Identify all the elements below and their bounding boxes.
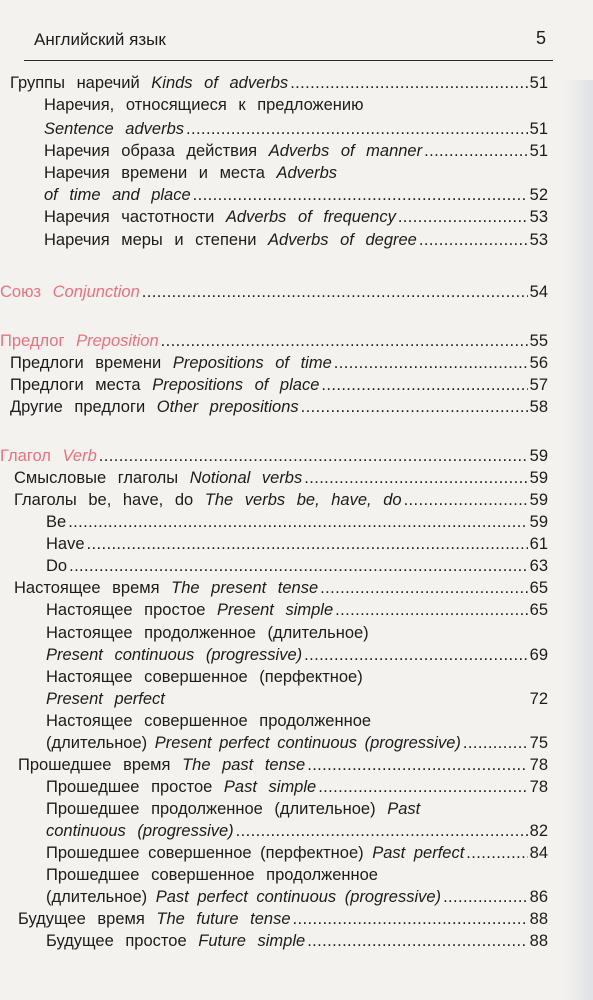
section-label: Глагол	[0, 447, 51, 465]
entry-label: Наречия времени и места	[44, 164, 265, 182]
toc-entry	[46, 732, 548, 754]
running-title: Английский язык	[34, 30, 166, 49]
entry-page: 59	[529, 513, 548, 531]
entry-page: 51	[529, 142, 548, 160]
toc-entry	[46, 776, 548, 798]
entry-english: Other prepositions	[156, 398, 299, 416]
toc-entry	[44, 118, 548, 140]
entry-english: The future tense	[156, 910, 291, 928]
leader-dots	[304, 644, 528, 666]
entry-label: Настоящее время	[14, 579, 160, 597]
entry-page: 78	[529, 756, 548, 774]
leader-dots	[69, 555, 528, 577]
toc-entry	[44, 140, 548, 162]
entry-page: 78	[529, 778, 548, 796]
entry-page: 69	[529, 646, 548, 664]
entry-page: 59	[529, 491, 548, 509]
section-label: Предлог	[0, 332, 65, 350]
section-label: Союз	[0, 283, 42, 301]
entry-english: Present simple	[217, 601, 334, 619]
entry-page: 65	[529, 601, 548, 619]
leader-dots	[318, 776, 527, 798]
entry-label: Будущее время	[18, 910, 145, 928]
entry-page: 54	[529, 283, 548, 301]
entry-label: Наречия частотности	[44, 208, 215, 226]
leader-dots	[466, 842, 527, 864]
entry-label: Прошедшее совершенное продолженное	[46, 866, 378, 884]
leader-dots	[419, 229, 528, 251]
entry-label: Прошедшее время	[18, 756, 171, 774]
leader-dots	[334, 352, 528, 374]
leader-dots	[335, 599, 527, 621]
entry-english: Past perfect	[372, 844, 465, 862]
leader-dots	[424, 140, 528, 162]
entry-label: Be	[46, 513, 67, 531]
entry-page: 59	[529, 447, 548, 465]
entry-label: (длительное)	[46, 734, 148, 752]
leader-dots	[443, 886, 528, 908]
entry-label: Предлоги места	[10, 376, 141, 394]
entry-english: Past perfect continuous (progressive)	[155, 888, 442, 906]
entry-label: Предлоги времени	[10, 354, 162, 372]
toc-section	[0, 330, 548, 352]
toc-entry	[44, 206, 548, 228]
entry-label: Наречия, относящиеся к предложению	[44, 96, 364, 114]
entry-page: 59	[529, 469, 548, 487]
toc-entry	[46, 511, 548, 533]
toc-entry	[46, 555, 548, 577]
leader-dots	[186, 118, 528, 140]
entry-label: Будущее простое	[46, 932, 187, 950]
entry-english: Present perfect continuous (progressive)	[154, 734, 461, 752]
entry-page: 84	[529, 844, 548, 862]
page-number: 5	[535, 28, 546, 48]
entry-english: The past tense	[182, 756, 306, 774]
toc-entry	[10, 72, 548, 94]
toc-section	[0, 445, 548, 467]
entry-label: Прошедшее совершенное (перфектное)	[46, 844, 364, 862]
entry-label: Наречия меры и степени	[44, 231, 257, 249]
entry-label: Настоящее совершенное (перфектное)	[46, 668, 363, 686]
entry-english: Present perfect	[46, 690, 165, 708]
toc-entry	[18, 754, 548, 776]
leader-dots	[398, 206, 528, 228]
toc-entry	[10, 374, 548, 396]
entry-english: The present tense	[171, 579, 319, 597]
toc-entry	[44, 184, 548, 206]
entry-page: 75	[529, 734, 548, 752]
entry-label: Прошедшее простое	[46, 778, 213, 796]
entry-english: Prepositions of time	[172, 354, 332, 372]
leader-dots	[161, 330, 528, 352]
leader-dots	[301, 396, 528, 418]
entry-label: Настоящее простое	[46, 601, 206, 619]
section-english: Verb	[62, 447, 97, 465]
entry-page: 53	[529, 231, 548, 249]
entry-label: Настоящее совершенное продолженное	[46, 712, 372, 730]
section-english: Conjunction	[52, 283, 140, 301]
leader-dots	[99, 445, 528, 467]
toc-entry	[46, 930, 548, 952]
entry-label: Настоящее продолженное (длительное)	[46, 624, 369, 642]
leader-dots	[307, 754, 527, 776]
entry-label: Глаголы be, have, do	[14, 491, 194, 509]
leader-dots	[321, 374, 527, 396]
toc-entry	[46, 599, 548, 621]
toc-entry	[14, 467, 548, 489]
entry-page: 55	[529, 332, 548, 350]
toc-entry	[46, 710, 548, 732]
leader-dots	[304, 467, 527, 489]
entry-label: Наречия образа действия	[44, 142, 258, 160]
toc-entry	[46, 842, 548, 864]
leader-dots	[68, 511, 527, 533]
leader-dots	[293, 908, 528, 930]
section-english: Preposition	[76, 332, 159, 350]
toc-entry	[44, 94, 548, 116]
entry-english: of time and place	[44, 186, 191, 204]
toc-entry	[44, 162, 548, 184]
entry-label: (длительное)	[46, 888, 148, 906]
entry-label: Группы наречий	[10, 74, 140, 92]
entry-english: Notional verbs	[189, 469, 303, 487]
entry-page: 58	[529, 398, 548, 416]
entry-english: Prepositions of place	[152, 376, 320, 394]
toc-entry	[14, 577, 548, 599]
page-edge-shadow	[563, 80, 593, 1000]
entry-label: Прошедшее продолженное (длительное)	[46, 800, 376, 818]
entry-page: 51	[529, 74, 548, 92]
toc-entry	[46, 820, 548, 842]
entry-label: Другие предлоги	[10, 398, 146, 416]
entry-english: Sentence adverbs	[44, 120, 185, 138]
toc-entry	[46, 864, 548, 886]
toc-entry	[46, 622, 548, 644]
leader-dots	[236, 820, 528, 842]
leader-dots	[320, 577, 527, 599]
header-rule	[24, 60, 553, 61]
toc-entry	[46, 688, 548, 710]
entry-english: Adverbs of manner	[268, 142, 423, 160]
toc-entry	[46, 886, 548, 908]
toc-entry	[44, 229, 548, 251]
entry-english: continuous (progressive)	[46, 822, 234, 840]
entry-english: Adverbs of frequency	[225, 208, 396, 226]
entry-page: 72	[529, 690, 548, 708]
entry-page: 52	[529, 186, 548, 204]
leader-dots	[87, 533, 528, 555]
entry-page: 61	[529, 535, 548, 553]
toc-section	[0, 281, 548, 303]
entry-english: Past	[387, 800, 421, 818]
entry-page: 82	[529, 822, 548, 840]
entry-english: Future simple	[198, 932, 306, 950]
leader-dots	[290, 72, 527, 94]
entry-page: 53	[529, 208, 548, 226]
toc-entry	[46, 666, 548, 688]
entry-english: Present continuous (progressive)	[46, 646, 303, 664]
entry-english: Adverbs of degree	[268, 231, 417, 249]
leader-dots	[193, 184, 528, 206]
entry-label: Смысловые глаголы	[14, 469, 179, 487]
entry-english: Adverbs	[276, 164, 338, 182]
entry-english: The verbs be, have, do	[204, 491, 402, 509]
toc-entry	[18, 908, 548, 930]
toc-entry	[10, 352, 548, 374]
entry-english: Kinds of adverbs	[151, 74, 289, 92]
entry-page: 88	[529, 910, 548, 928]
leader-dots	[404, 489, 528, 511]
leader-dots	[463, 732, 528, 754]
entry-label: Do	[46, 557, 68, 575]
leader-dots	[307, 930, 527, 952]
entry-english: Past simple	[223, 778, 317, 796]
entry-page: 86	[529, 888, 548, 906]
entry-label: Have	[46, 535, 85, 553]
toc-entry	[46, 798, 548, 820]
entry-page: 56	[529, 354, 548, 372]
leader-dots	[142, 281, 528, 303]
entry-page: 63	[529, 557, 548, 575]
toc-entry	[46, 644, 548, 666]
entry-page: 51	[529, 120, 548, 138]
toc-entry	[46, 533, 548, 555]
entry-page: 88	[529, 932, 548, 950]
entry-page: 57	[529, 376, 548, 394]
toc-entry	[10, 396, 548, 418]
entry-page: 65	[529, 579, 548, 597]
toc-entry	[14, 489, 548, 511]
page-header	[34, 28, 546, 58]
